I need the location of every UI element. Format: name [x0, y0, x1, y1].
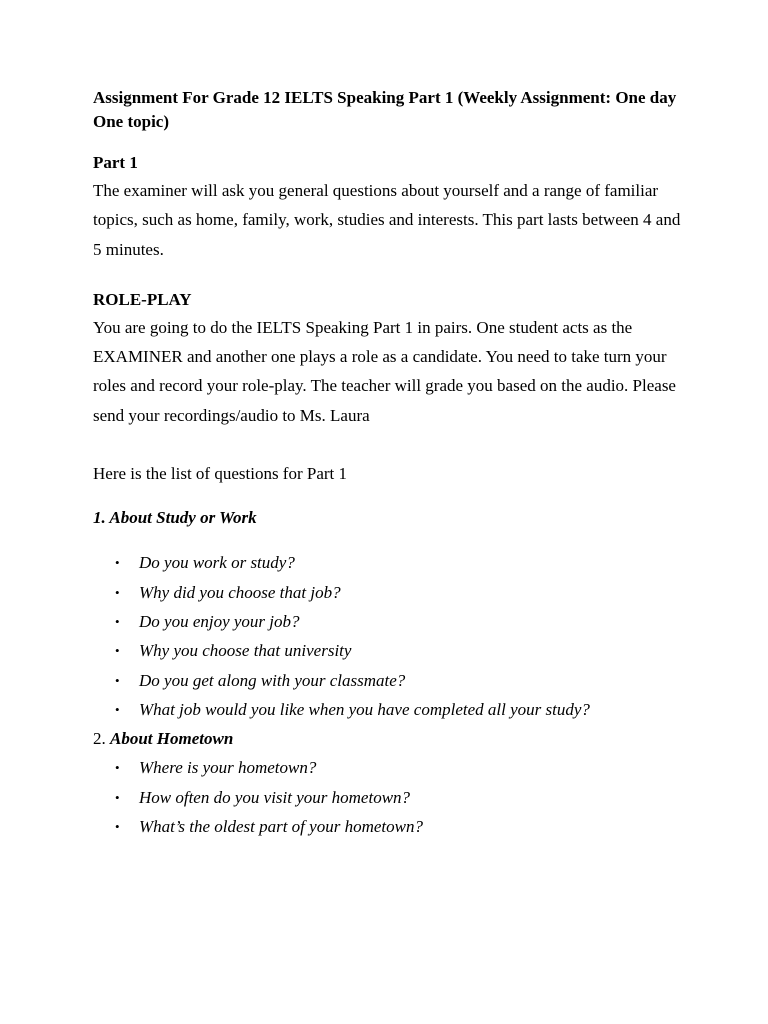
- question-text: What’s the oldest part of your hometown?: [139, 817, 423, 837]
- bullet-icon: •: [115, 789, 120, 805]
- bullet-icon: •: [115, 701, 120, 717]
- document-title: Assignment For Grade 12 IELTS Speaking Part 1 (Weekly Assignment: One day One topic): [93, 88, 677, 131]
- bullet-icon: •: [115, 584, 120, 600]
- question-text: Why you choose that university: [139, 641, 352, 661]
- list-item: [93, 666, 693, 695]
- part1-description: The examiner will ask you general questions about yourself and a range of familiar topics, such as home, family, work, studies and interests. This part lasts between 4 and 5 minutes.: [93, 181, 681, 259]
- list-item: [93, 578, 693, 607]
- bullet-icon: •: [115, 819, 120, 835]
- list-item: [93, 607, 693, 636]
- section-number: 2.: [93, 729, 106, 749]
- question-text: Do you work or study?: [139, 553, 295, 573]
- question-text: Why did you choose that job?: [139, 582, 341, 602]
- question-text: How often do you visit your hometown?: [139, 787, 411, 807]
- roleplay-heading: ROLE-PLAY: [93, 289, 192, 309]
- section-study-work-heading: [93, 506, 693, 530]
- document-page: [93, 86, 693, 841]
- bullet-icon: •: [115, 613, 120, 629]
- list-item: [93, 783, 693, 812]
- question-text: Do you get along with your classmate?: [139, 670, 406, 690]
- list-item: [93, 753, 693, 782]
- part1-heading: Part 1: [93, 153, 138, 172]
- list-item: [93, 636, 693, 665]
- bullet-icon: •: [115, 555, 120, 571]
- list-item: [93, 695, 693, 724]
- hometown-question-list: [93, 753, 693, 841]
- bullet-icon: •: [115, 760, 120, 776]
- bullet-icon: •: [115, 643, 120, 659]
- question-text: What job would you like when you have completed all your study?: [139, 699, 590, 719]
- section-title: About Hometown: [110, 729, 234, 749]
- section-number: 1.: [93, 508, 106, 528]
- question-list-intro: Here is the list of questions for Part 1: [93, 464, 348, 484]
- bullet-icon: •: [115, 672, 120, 688]
- list-item: [93, 812, 693, 841]
- question-text: Where is your hometown?: [139, 758, 317, 778]
- question-text: Do you enjoy your job?: [139, 611, 300, 631]
- section-title: About Study or Work: [109, 508, 257, 528]
- list-item: [93, 548, 693, 577]
- section-hometown-heading: [93, 724, 693, 753]
- study-work-question-list: [93, 548, 693, 724]
- roleplay-description: You are going to do the IELTS Speaking Part 1 in pairs. One student acts as the EXAMINER and another one plays a role as a candidate. You need to take turn your roles and record your role-play. The teacher will grade you based on the audio. Please send your recordings/audio to Ms. Laura: [93, 317, 676, 425]
